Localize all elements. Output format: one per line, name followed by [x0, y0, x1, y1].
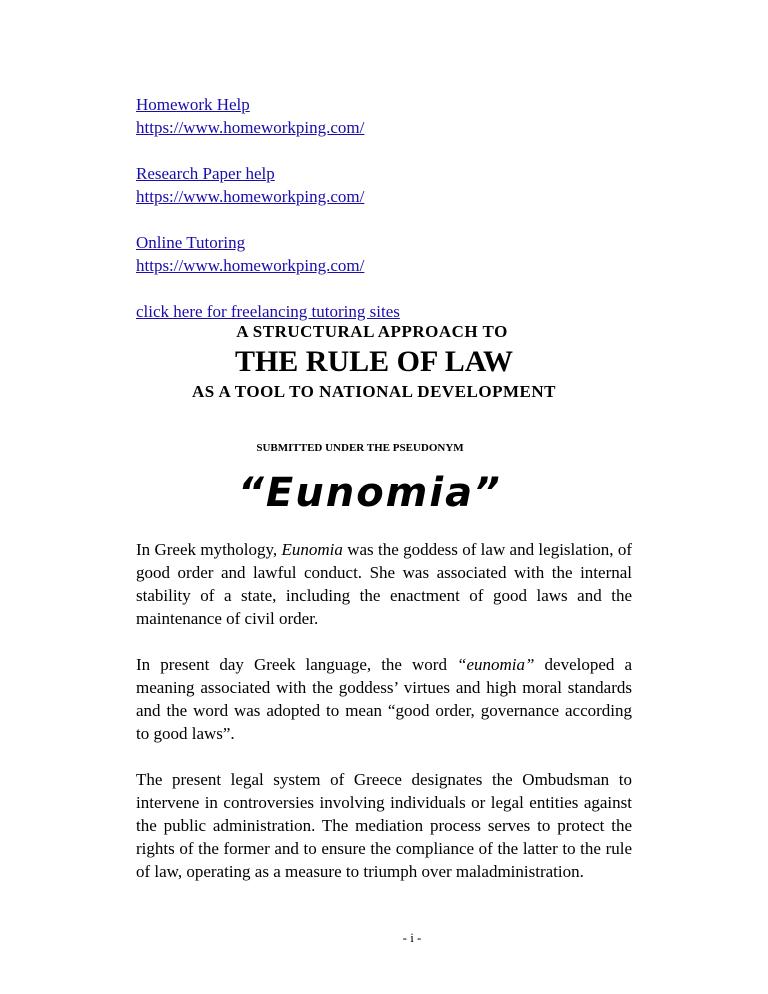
- title-line-1: A STRUCTURAL APPROACH TO: [236, 322, 508, 341]
- body-text: [136, 538, 632, 906]
- research-paper-help-url[interactable]: https://www.homeworkping.com/: [136, 187, 365, 206]
- pseudonym: “Eunomia”: [238, 470, 502, 516]
- title-line-3: AS A TOOL TO NATIONAL DEVELOPMENT: [191, 382, 556, 401]
- paragraph-1: In Greek mythology, Eunomia was the goddess of law and legislation, of good order and lawful conduct. She was associated with the internal stability of a state, including the enactment of good laws and the maintenance of civil order.: [136, 540, 632, 628]
- page-number: - i -: [402, 930, 422, 945]
- submitted-under-label: SUBMITTED UNDER THE PSEUDONYM: [256, 442, 464, 454]
- paragraph-3: The present legal system of Greece designates the Ombudsman to intervene in controversies involving individuals or legal entities against the public administration. The mediation process serves to protect the rights of the former and to ensure the compliance of the latter to the rule of law, operating as a measure to triumph over maladministration.: [136, 770, 632, 881]
- promo-links: [136, 93, 636, 323]
- online-tutoring-link[interactable]: Online Tutoring: [136, 233, 246, 252]
- online-tutoring-url[interactable]: https://www.homeworkping.com/: [136, 256, 365, 275]
- freelancing-tutoring-link[interactable]: click here for freelancing tutoring sites: [136, 302, 400, 321]
- research-paper-help-link[interactable]: Research Paper help: [136, 164, 275, 183]
- homework-help-url[interactable]: https://www.homeworkping.com/: [136, 118, 365, 137]
- title-main: THE RULE OF LAW: [234, 345, 514, 378]
- homework-help-link[interactable]: Homework Help: [136, 95, 250, 114]
- paragraph-2: In present day Greek language, the word “eunomia” developed a meaning associated with the goddess’ virtues and high moral standards and the word was adopted to mean “good order, governance according to good laws”.: [136, 655, 632, 743]
